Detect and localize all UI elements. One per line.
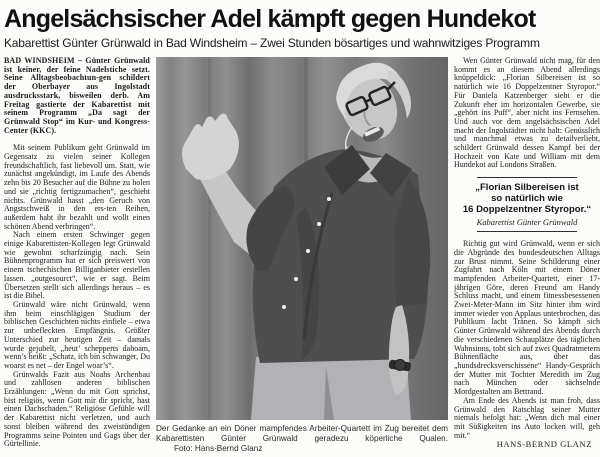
photo-caption xyxy=(156,424,448,454)
article-subtitle: Kabarettist Günter Grünwald in Bad Windsheim – Zwei Stunden bösartiges und wahnwitziges Programm xyxy=(4,36,540,50)
body-paragraph: Mit seinem Publikum geht Grünwald im Gegensatz zu vielen seiner Kollegen freundschaftlich, fast liebevoll um. Statt, wie zunächst angekündigt, im Laufe des Abends zehn bis 20 Besucher auf die Bühne zu holen und sie „richtig fertigzumachen“, geschieht nichts. Grünwald hasst „den Geruch von Angstschweiß in den ers-ten Reihen, außerdem habt ihr bezahlt und wollt einen schönen Abend verbringen“. xyxy=(4,143,150,231)
body-paragraph: Richtig gut wird Grünwald, wenn er sich die Abgründe des bundesdeutschen Alltags zur Brust nimmt. Seine Schilderung einer Zugfahrt nach Köln mit einem Döner mampfenden Arbeiter-Quartett, einer 17-jährigen Göre, deren Freund am Handy Schluss macht, und einem fitnessbesessenen Zwei-Meter-Mann im Sitz hinter ihm wird immer wieder von Applaus unterbrochen, das Publikum lacht Tränen. So kämpft sich Günter Grünwald während des Abends durch die verschiedenen Schauplätze des täglichen Wahnsinns, tobt sich auf zwei Quadratmetern Bühnenfläche aus, über das „hundsdrecksverschissene“ Handy-Gespräch der Mutter mit Tochter Meredith im Zug nach München oder sächselnde Mordgestalten am Bettrand. xyxy=(454,239,600,397)
pull-quote xyxy=(454,177,600,232)
pull-quote-bottom-rule xyxy=(477,231,577,232)
photo-caption-text: Der Gedanke an ein Döner mampfendes Arbeiter-Quartett im Zug bereitet dem Kabarettisten Günter Grünwald geradezu köperliche Qualen. xyxy=(156,424,448,443)
pull-quote-line: „Florian Silbereisen ist xyxy=(475,182,579,194)
stage-photo-illustration xyxy=(156,57,448,420)
author-byline: HANS-BERND GLANZ xyxy=(496,439,592,450)
pull-quote-line: so natürlich wie xyxy=(491,193,563,205)
body-paragraph: Am Ende des Abends ist man froh, dass Grünwald den Ratschlag seiner Mutter niemals befolgt hat: „Wenn dich mal einer mit Süßigkeiten ins Auto locken will, geh mit.“ xyxy=(454,395,600,440)
photo-column xyxy=(156,57,448,454)
pull-quote-line: 16 Doppelzentner Styropor.“ xyxy=(462,204,592,216)
body-paragraph: Grünwald wäre nicht Grünwald, wenn ihm beim einschlägigen Studium der biblischen Geschichten nichts einfiele – etwa zur unbefleckten Empfängnis. Größter Unterschied zur heutigen Zeit – damals wurde gejubelt, „heut’ schepperts dahoam, wenn’s heißt: „Schatz, ich bin schwanger, Du woarst es net – der Engel woar’s“. xyxy=(4,299,150,370)
body-paragraph: Grünwalds Fazit aus Noahs Archenbau und zahllosen anderen biblischen Erzählungen: „Wenn du mit Gott sprichst, bist religiös, wenn Gott mir dir spricht, hast einen Dachschaden.“ Religiöse Gefühle will der Kabarettist nicht verletzen, und auch sonst bleiben während des zweistündigen Programms seine Pointen und Gags über der Gürtellinie. xyxy=(4,369,150,449)
body-paragraph: Nach einem ersten Schwinger gegen einige Kabarettisten-Kollegen legt Grünwald wie gewohnt scharfzüngig nach. Sein Bühnenprogramm hat er sich preiswert von einem tschechischen Billiganbieter erstellen lassen. „outgesourct“, wie er sagt. Beim Übersetzen stellt sich allerdings heraus – es ist die Bibel. xyxy=(4,230,150,301)
body-paragraph: Wen Günter Grünwald nicht mag, für den kommt es an diesem Abend allerdings knüppeldick: „Florian Silbereisen ist so natürlich wie 16 Doppelzentner Styropor.“ Für Daniela Katzenberger sieht er die Zukunft eher im horizontalen Gewerbe, sie „gehört ins Puff“, aber nicht ins Fernsehen. Und auch vor dem angelsächsischen Adel macht der Ingolstädter nicht halt: Genüsslich und manchmal etwas zu detailverliebt, schildert Grünwald dessen Kampf bei der Hochzeit von Kate und William mit dem Hundekot auf Londons Straßen. xyxy=(454,57,600,170)
column-left xyxy=(4,57,150,455)
article-columns xyxy=(4,57,600,455)
article-headline: Angelsächsischer Adel kämpft gegen Hundekot xyxy=(4,5,536,33)
lead-paragraph: BAD WINDSHEIM – Günter Grünwald ist keiner, der feine Nadelstiche setzt. Seine Alltagsbeobachtun-gen schildert der Oberbayer aus Ingolstadt ausdrucksstark, bisweilen derb. Am Freitag gastierte der Kabarettist mit seinem Programm „Da sagt der Grünwald Stop“ im Kur- und Kongress-Center (KKC). xyxy=(4,57,150,135)
pull-quote-text xyxy=(454,182,600,215)
column-right xyxy=(454,57,600,455)
stage-photo xyxy=(156,57,448,420)
pull-quote-top-rule xyxy=(477,177,577,178)
pull-quote-attribution: Kabarettist Günter Grünwald xyxy=(476,217,578,228)
photo-credit: Foto: Hans-Bernd Glanz xyxy=(174,444,263,453)
